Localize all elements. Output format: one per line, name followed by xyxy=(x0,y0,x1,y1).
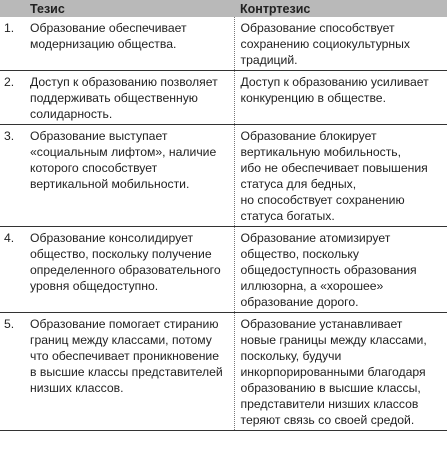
counter-line: теряют связь со своей средой. xyxy=(240,413,415,427)
thesis-line: уровня общедоступно. xyxy=(30,279,159,293)
counter-line: Образование способствует xyxy=(240,21,395,35)
header-thesis: Тезис xyxy=(24,0,234,17)
thesis-cell xyxy=(24,71,234,125)
counter-line: Образование устанавливает xyxy=(240,317,403,331)
counter-line: но способствует сохранению xyxy=(240,193,405,207)
counter-line: традиций. xyxy=(240,53,298,67)
thesis-cell xyxy=(24,125,234,227)
counter-line: Доступ к образованию усиливает xyxy=(240,75,429,89)
thesis-line: модернизацию общества. xyxy=(30,37,177,51)
thesis-line: низших классов. xyxy=(30,381,124,395)
counter-line: вертикальную мобильность, xyxy=(240,145,402,159)
thesis-line: Образование выступает xyxy=(30,129,168,143)
counter-line: общество, поскольку xyxy=(240,247,359,261)
thesis-line: которого способствует xyxy=(30,161,158,175)
thesis-line: Образование обеспечивает xyxy=(30,21,187,35)
counter-line: конкуренцию в обществе. xyxy=(240,91,386,105)
counter-cell xyxy=(234,71,447,125)
row-number: 5. xyxy=(0,313,24,431)
counter-line: статуса богатых. xyxy=(240,209,335,223)
thesis-line: определенного образовательного xyxy=(30,263,221,277)
table-header-row xyxy=(0,0,447,17)
row-number: 2. xyxy=(0,71,24,125)
thesis-cell xyxy=(24,227,234,313)
thesis-line: Доступ к образованию позволяет xyxy=(30,75,218,89)
table-row xyxy=(0,17,447,71)
thesis-line: в высшие классы представителей xyxy=(30,365,223,379)
table-row xyxy=(0,313,447,431)
thesis-line: вертикальной мобильности. xyxy=(30,177,190,191)
thesis-line: границ между классами, потому xyxy=(30,333,212,347)
counter-line: инкорпорированными благодаря xyxy=(240,365,426,379)
thesis-cell xyxy=(24,313,234,431)
counter-cell xyxy=(234,17,447,71)
counter-line: иллюзорна, а «хорошее» xyxy=(240,279,384,293)
thesis-line: поддерживать общественную xyxy=(30,91,198,105)
counter-cell xyxy=(234,313,447,431)
thesis-line: что обеспечивает проникновение xyxy=(30,349,220,363)
thesis-line: «социальным лифтом», наличие xyxy=(30,145,217,159)
thesis-cell xyxy=(24,17,234,71)
counter-line: образованию в высшие классы, xyxy=(240,381,421,395)
row-number: 1. xyxy=(0,17,24,71)
thesis-line: Образование консолидирует xyxy=(30,231,194,245)
table-row xyxy=(0,227,447,313)
counter-line: Образование атомизирует xyxy=(240,231,391,245)
counter-cell xyxy=(234,227,447,313)
counter-line: образование дорого. xyxy=(240,295,359,309)
thesis-line: Образование помогает стиранию xyxy=(30,317,219,331)
table-row xyxy=(0,71,447,125)
row-number: 4. xyxy=(0,227,24,313)
counter-cell xyxy=(234,125,447,227)
thesis-line: солидарность. xyxy=(30,107,113,121)
counter-line: ибо не обеспечивает повышения xyxy=(240,161,428,175)
counter-line: общедоступность образования xyxy=(240,263,417,277)
counter-line: Образование блокирует xyxy=(240,129,377,143)
counter-line: представители низших классов xyxy=(240,397,419,411)
counter-line: поскольку, будучи xyxy=(240,349,342,363)
counter-line: новые границы между классами, xyxy=(240,333,427,347)
row-number: 3. xyxy=(0,125,24,227)
header-counter: Контртезис xyxy=(234,0,447,17)
thesis-line: общество, поскольку получение xyxy=(30,247,212,261)
counter-line: сохранению социокультурных xyxy=(240,37,411,51)
table-row xyxy=(0,125,447,227)
header-num xyxy=(0,0,24,17)
counter-line: статуса для бедных, xyxy=(240,177,357,191)
